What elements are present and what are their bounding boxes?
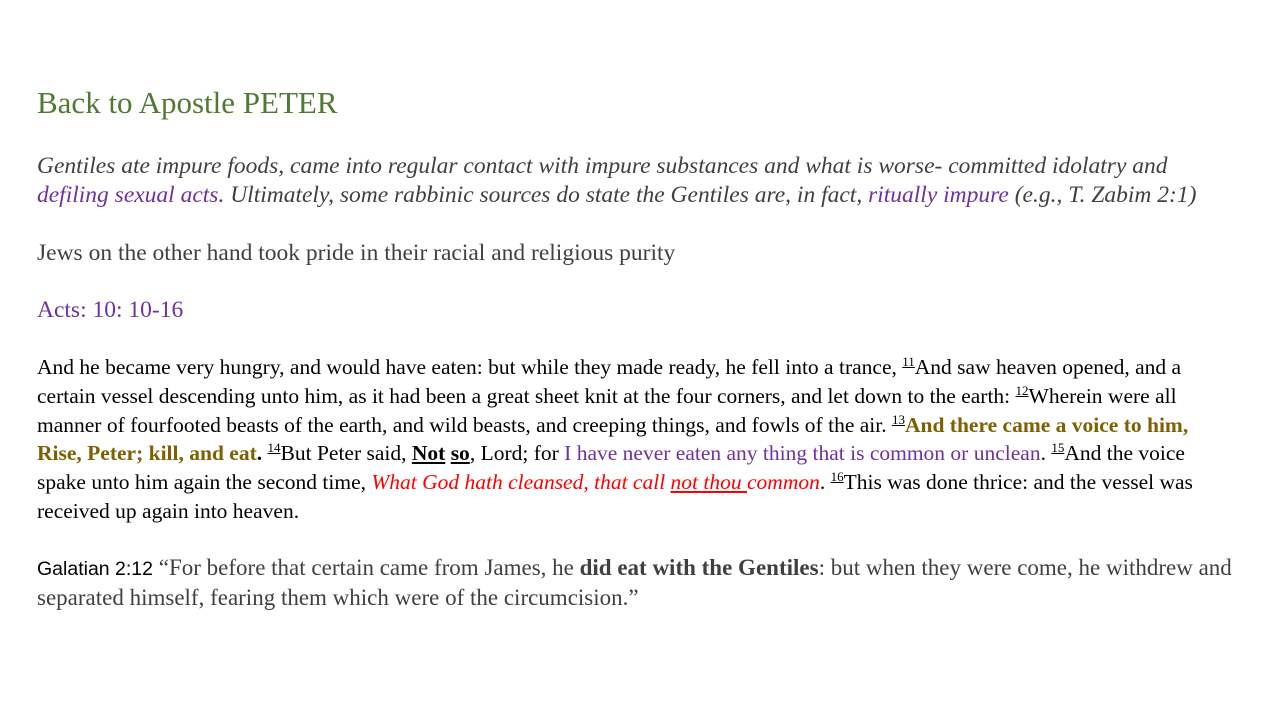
galatians-bold: did eat with the Gentiles bbox=[579, 554, 819, 580]
verse-14-end: . bbox=[1040, 441, 1052, 466]
acts-reference: Acts: 10: 10-16 bbox=[37, 296, 184, 323]
verse-11: And saw heaven opened, and a certain vessel descending unto him, as it had been a great sheet knit at the four corners, and let down to the earth: bbox=[37, 355, 1182, 408]
galatians-part2: : but when they were come, he withdrew and separated himself, fearing them which were of the circumcision.” bbox=[37, 554, 1232, 610]
verse-15-a: And the voice spake unto him again the second time, bbox=[37, 441, 1185, 495]
intro-highlight-sexual-acts: defiling sexual acts bbox=[37, 181, 219, 208]
verse-number-13: 13 bbox=[891, 411, 905, 427]
verse-number-12: 12 bbox=[1015, 382, 1029, 398]
verse-14-a: But Peter said, bbox=[280, 441, 412, 466]
verse-number-16: 16 bbox=[830, 469, 844, 485]
intro-part1: Gentiles ate impure foods, came into regular contact with impure substances and what is worse- committed idolatry and bbox=[37, 153, 1168, 179]
jews-statement: Jews on the other hand took pride in their racial and religious purity bbox=[37, 240, 676, 266]
intro-paragraph bbox=[37, 152, 1237, 209]
verse-14-not: Not bbox=[411, 441, 446, 466]
verse-14-so: so bbox=[450, 441, 470, 466]
intro-highlight-ritually-impure: ritually impure bbox=[868, 181, 1009, 208]
slide-content bbox=[37, 84, 1237, 612]
galatians-label: Galatian 2:12 bbox=[37, 557, 154, 580]
galatians-part1: “For before that certain came from James, he bbox=[153, 554, 580, 580]
verse-number-14: 14 bbox=[267, 440, 281, 456]
verse-15-red: What God hath cleansed, that call bbox=[371, 470, 671, 495]
verse-16: This was done thrice: and the vessel was received up again into heaven. bbox=[37, 470, 1193, 523]
verse-14-b: , Lord; for bbox=[469, 441, 565, 466]
galatians-quote bbox=[37, 554, 1237, 613]
verse-14-highlight: I have never eaten any thing that is common or unclean bbox=[564, 441, 1041, 466]
slide-title: Back to Apostle PETER bbox=[37, 85, 338, 120]
verse-12: Wherein were all manner of fourfooted beasts of the earth, and wild beasts, and creeping things, and fowls of the air. bbox=[37, 383, 1177, 437]
intro-part3: (e.g., T. Zabim 2:1) bbox=[1008, 181, 1197, 208]
verse-number-11: 11 bbox=[902, 354, 915, 369]
intro-part2: . Ultimately, some rabbinic sources do state the Gentiles are, in fact, bbox=[218, 181, 869, 208]
verse-10: And he became very hungry, and would have eaten: but while they made ready, he fell into a trance, bbox=[37, 355, 903, 379]
acts-verses bbox=[37, 353, 1237, 526]
verse-number-15: 15 bbox=[1051, 440, 1065, 456]
verse-13-end: . bbox=[256, 441, 268, 466]
verse-15-red-common: common bbox=[747, 470, 820, 495]
verse-15-red-underlined: not thou bbox=[670, 470, 747, 495]
verse-15-end: . bbox=[819, 470, 831, 495]
verse-13: And there came a voice to him, Rise, Peter; kill, and eat bbox=[37, 412, 1189, 466]
